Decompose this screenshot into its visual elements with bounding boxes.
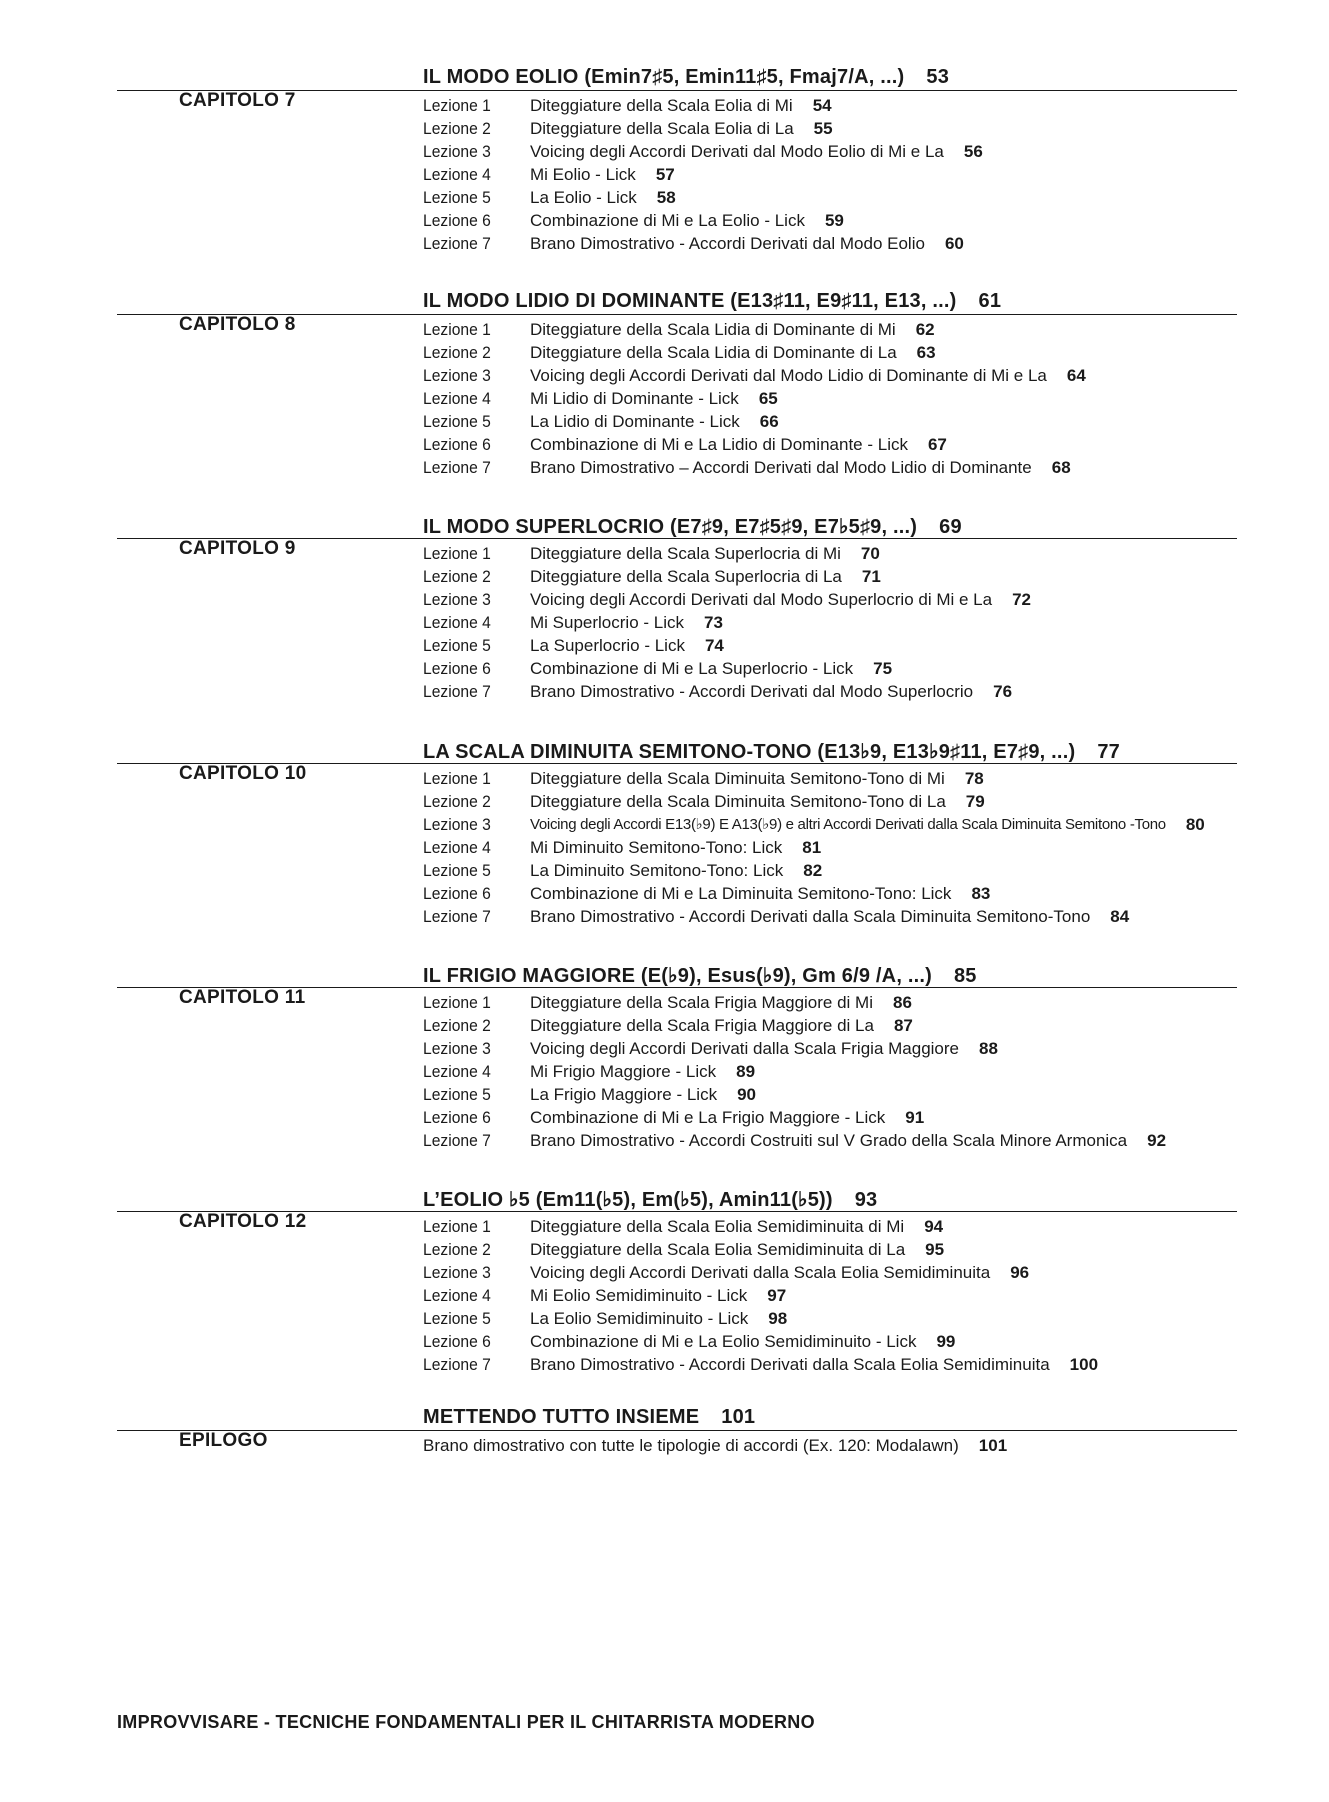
lesson-number: Lezione 7 [423, 234, 491, 253]
lesson-number: Lezione 1 [423, 320, 491, 339]
lesson-title: Diteggiature della Scala Eolia di La [530, 119, 794, 138]
lesson-title: La Eolio Semidiminuito - Lick [530, 1309, 749, 1328]
lesson-number: Lezione 2 [423, 119, 491, 138]
lesson-number: Lezione 5 [423, 1309, 491, 1328]
lesson-number: Lezione 3 [423, 1263, 491, 1282]
lesson-title: Mi Eolio - Lick [530, 165, 636, 184]
lesson-title: La Eolio - Lick [530, 188, 637, 207]
chapter-title: IL MODO SUPERLOCRIO (E7♯9, E7♯5♯9, E7♭5♯9, ...) [423, 516, 918, 538]
chapter-page: 53 [926, 66, 950, 88]
epilogue-entry [423, 1434, 1007, 1457]
chapter-title-row [423, 739, 1120, 764]
lesson-row [423, 387, 1086, 410]
chapter-title: IL MODO EOLIO (Emin7♯5, Emin11♯5, Fmaj7/A, ...) [423, 66, 905, 88]
lesson-page: 94 [924, 1217, 944, 1236]
lesson-page: 75 [873, 659, 893, 678]
lesson-row [423, 341, 1086, 364]
lesson-page: 76 [993, 682, 1013, 701]
lesson-row [423, 680, 1031, 703]
lesson-title: La Frigio Maggiore - Lick [530, 1085, 718, 1104]
lesson-page: 92 [1147, 1131, 1167, 1150]
lesson-page: 95 [925, 1240, 945, 1259]
chapter-label: CAPITOLO 7 [179, 90, 296, 111]
epilogue-title-row [423, 1406, 755, 1429]
chapter-title-row [423, 290, 1001, 313]
lesson-row [423, 1037, 1166, 1060]
chapter-title: IL FRIGIO MAGGIORE (E(♭9), Esus(♭9), Gm 6/9 /A, ...) [423, 965, 932, 987]
lesson-page: 71 [861, 567, 881, 586]
lesson-row [423, 882, 1205, 905]
lesson-title: Diteggiature della Scala Frigia Maggiore di La [530, 1016, 874, 1035]
lesson-title: Mi Eolio Semidiminuito - Lick [530, 1286, 748, 1305]
lesson-list [423, 767, 1205, 928]
lesson-title: Brano Dimostrativo - Accordi Derivati dalla Scala Diminuita Semitono-Tono [530, 907, 1091, 926]
lesson-page: 57 [655, 165, 675, 184]
lesson-row [423, 456, 1086, 479]
lesson-number: Lezione 6 [423, 435, 491, 454]
lesson-title: La Superlocrio - Lick [530, 636, 685, 655]
lesson-page: 99 [936, 1332, 956, 1351]
lesson-number: Lezione 4 [423, 1062, 491, 1081]
lesson-row [423, 1106, 1166, 1129]
chapter-page: 93 [854, 1189, 878, 1211]
lesson-page: 70 [860, 544, 880, 563]
lesson-number: Lezione 1 [423, 96, 491, 115]
lesson-row [423, 1129, 1166, 1152]
lesson-number: Lezione 6 [423, 1108, 491, 1127]
lesson-title: Voicing degli Accordi Derivati dalla Scala Frigia Maggiore [530, 1039, 959, 1058]
lesson-number: Lezione 7 [423, 682, 491, 701]
lesson-page: 98 [768, 1309, 788, 1328]
lesson-row [423, 1261, 1098, 1284]
lesson-page: 96 [1010, 1263, 1030, 1282]
lesson-page: 89 [736, 1062, 756, 1081]
chapter-label: CAPITOLO 8 [179, 314, 296, 335]
lesson-row [423, 433, 1086, 456]
epilogue-page: 101 [721, 1406, 756, 1428]
lesson-number: Lezione 2 [423, 343, 491, 362]
lesson-number: Lezione 2 [423, 1016, 491, 1035]
lesson-row [423, 1060, 1166, 1083]
chapter-title-row [423, 514, 962, 539]
lesson-number: Lezione 2 [423, 567, 491, 586]
lesson-title: Diteggiature della Scala Lidia di Dominante di Mi [530, 320, 896, 339]
chapter-title-row [423, 963, 977, 988]
lesson-number: Lezione 2 [423, 1240, 491, 1259]
lesson-page: 65 [758, 389, 778, 408]
section-rule [117, 1430, 1237, 1431]
chapter-title: L’EOLIO ♭5 (Em11(♭5), Em(♭5), Amin11(♭5)) [423, 1189, 833, 1211]
lesson-row [423, 813, 1205, 836]
lesson-row [423, 117, 983, 140]
chapter-title: LA SCALA DIMINUITA SEMITONO-TONO (E13♭9, E13♭9♯11, E7♯9, ...) [423, 741, 1076, 763]
lesson-title: Voicing degli Accordi Derivati dalla Scala Eolia Semidiminuita [530, 1263, 991, 1282]
lesson-number: Lezione 6 [423, 884, 491, 903]
lesson-row [423, 410, 1086, 433]
lesson-number: Lezione 6 [423, 1332, 491, 1351]
lesson-row [423, 542, 1031, 565]
lesson-title: Mi Diminuito Semitono-Tono: Lick [530, 838, 783, 857]
lesson-number: Lezione 5 [423, 412, 491, 431]
lesson-page: 78 [964, 769, 984, 788]
lesson-row [423, 186, 983, 209]
lesson-row [423, 1215, 1098, 1238]
lesson-number: Lezione 1 [423, 993, 491, 1012]
lesson-row [423, 767, 1205, 790]
lesson-row [423, 318, 1086, 341]
lesson-title: Voicing degli Accordi E13(♭9) E A13(♭9) e altri Accordi Derivati dalla Scala Diminuita Semitono -Tono [530, 816, 1166, 833]
lesson-row [423, 611, 1031, 634]
lesson-row [423, 209, 983, 232]
lesson-page: 88 [979, 1039, 998, 1058]
lesson-number: Lezione 4 [423, 838, 491, 857]
chapter-title-row [423, 1187, 877, 1212]
chapter-label: CAPITOLO 12 [179, 1211, 307, 1232]
lesson-page: 62 [915, 320, 935, 339]
lesson-row [423, 232, 983, 255]
lesson-title: Brano Dimostrativo – Accordi Derivati dal Modo Lidio di Dominante [530, 458, 1032, 477]
lesson-number: Lezione 1 [423, 769, 491, 788]
lesson-list [423, 542, 1031, 703]
lesson-page: 59 [824, 211, 844, 230]
chapter-page: 61 [978, 290, 1002, 312]
lesson-number: Lezione 4 [423, 613, 491, 632]
lesson-title: Mi Lidio di Dominante - Lick [530, 389, 739, 408]
lesson-title: Combinazione di Mi e La Eolio - Lick [530, 211, 805, 230]
lesson-title: Combinazione di Mi e La Eolio Semidiminuito - Lick [530, 1332, 917, 1351]
book-title-footer: IMPROVVISARE - TECNICHE FONDAMENTALI PER IL CHITARRISTA MODERNO [117, 1712, 815, 1732]
lesson-page: 64 [1066, 366, 1086, 385]
lesson-row [423, 1083, 1166, 1106]
lesson-row [423, 1307, 1098, 1330]
lesson-page: 72 [1012, 590, 1031, 609]
lesson-row [423, 991, 1166, 1014]
lesson-number: Lezione 4 [423, 1286, 491, 1305]
lesson-row [423, 657, 1031, 680]
lesson-title: Mi Superlocrio - Lick [530, 613, 684, 632]
lesson-number: Lezione 1 [423, 544, 491, 563]
lesson-row [423, 790, 1205, 813]
chapter-page: 77 [1097, 741, 1120, 763]
lesson-page: 56 [963, 142, 983, 161]
lesson-page: 74 [704, 636, 724, 655]
lesson-number: Lezione 7 [423, 1131, 491, 1150]
lesson-row [423, 1014, 1166, 1037]
lesson-page: 87 [893, 1016, 913, 1035]
lesson-title: Voicing degli Accordi Derivati dal Modo Lidio di Dominante di Mi e La [530, 366, 1047, 385]
lesson-title: Diteggiature della Scala Superlocria di La [530, 567, 842, 586]
lesson-page: 68 [1051, 458, 1071, 477]
epilogue-entries [423, 1434, 1007, 1457]
lesson-title: Diteggiature della Scala Diminuita Semitono-Tono di Mi [530, 769, 945, 788]
lesson-row [423, 364, 1086, 387]
lesson-page: 97 [767, 1286, 787, 1305]
lesson-row [423, 94, 983, 117]
lesson-title: Diteggiature della Scala Diminuita Semitono-Tono di La [530, 792, 946, 811]
lesson-row [423, 1330, 1098, 1353]
lesson-title: Voicing degli Accordi Derivati dal Modo Eolio di Mi e La [530, 142, 944, 161]
lesson-page: 67 [927, 435, 947, 454]
lesson-title: Diteggiature della Scala Lidia di Dominante di La [530, 343, 897, 362]
lesson-row [423, 634, 1031, 657]
lesson-title: Brano Dimostrativo - Accordi Derivati dal Modo Superlocrio [530, 682, 974, 701]
epilogue-entry-page: 101 [978, 1436, 1008, 1455]
lesson-page: 91 [905, 1108, 925, 1127]
lesson-title: Voicing degli Accordi Derivati dal Modo Superlocrio di Mi e La [530, 590, 993, 609]
lesson-page: 60 [944, 234, 964, 253]
chapter-title: IL MODO LIDIO DI DOMINANTE (E13♯11, E9♯11, E13, ...) [423, 290, 957, 312]
chapter-label: CAPITOLO 10 [179, 763, 307, 784]
lesson-number: Lezione 3 [423, 815, 491, 834]
lesson-page: 63 [916, 343, 936, 362]
lesson-title: La Diminuito Semitono-Tono: Lick [530, 861, 784, 880]
lesson-number: Lezione 7 [423, 1355, 491, 1374]
lesson-page: 81 [802, 838, 822, 857]
lesson-title: Brano Dimostrativo - Accordi Derivati dalla Scala Eolia Semidiminuita [530, 1355, 1050, 1374]
lesson-title: Diteggiature della Scala Superlocria di Mi [530, 544, 841, 563]
lesson-title: La Lidio di Dominante - Lick [530, 412, 740, 431]
lesson-number: Lezione 5 [423, 636, 491, 655]
lesson-number: Lezione 5 [423, 1085, 491, 1104]
lesson-number: Lezione 5 [423, 188, 491, 207]
lesson-title: Mi Frigio Maggiore - Lick [530, 1062, 717, 1081]
lesson-number: Lezione 4 [423, 389, 491, 408]
lesson-title: Combinazione di Mi e La Diminuita Semitono-Tono: Lick [530, 884, 952, 903]
lesson-page: 66 [759, 412, 779, 431]
lesson-number: Lezione 3 [423, 1039, 491, 1058]
lesson-page: 82 [803, 861, 823, 880]
lesson-page: 84 [1110, 907, 1130, 926]
lesson-title: Combinazione di Mi e La Frigio Maggiore - Lick [530, 1108, 886, 1127]
lesson-page: 83 [971, 884, 991, 903]
epilogue-label: EPILOGO [179, 1430, 268, 1451]
lesson-title: Diteggiature della Scala Eolia Semidiminuita di La [530, 1240, 906, 1259]
chapter-page: 69 [939, 516, 962, 538]
lesson-number: Lezione 3 [423, 366, 491, 385]
lesson-list [423, 94, 983, 255]
lesson-list [423, 1215, 1098, 1376]
lesson-row [423, 163, 983, 186]
lesson-row [423, 859, 1205, 882]
lesson-list [423, 318, 1086, 479]
lesson-title: Combinazione di Mi e La Superlocrio - Lick [530, 659, 854, 678]
lesson-title: Brano Dimostrativo - Accordi Derivati dal Modo Eolio [530, 234, 925, 253]
lesson-number: Lezione 5 [423, 861, 491, 880]
lesson-page: 73 [704, 613, 723, 632]
lesson-title: Brano Dimostrativo - Accordi Costruiti sul V Grado della Scala Minore Armonica [530, 1131, 1128, 1150]
chapter-label: CAPITOLO 9 [179, 538, 296, 559]
lesson-row [423, 1284, 1098, 1307]
lesson-row [423, 836, 1205, 859]
lesson-list [423, 991, 1166, 1152]
lesson-title: Diteggiature della Scala Frigia Maggiore di Mi [530, 993, 873, 1012]
lesson-number: Lezione 7 [423, 458, 491, 477]
lesson-row [423, 565, 1031, 588]
lesson-page: 100 [1069, 1355, 1099, 1374]
lesson-title: Combinazione di Mi e La Lidio di Dominante - Lick [530, 435, 908, 454]
lesson-page: 58 [656, 188, 676, 207]
chapter-label: CAPITOLO 11 [179, 987, 306, 1008]
lesson-number: Lezione 6 [423, 659, 491, 678]
chapter-page: 85 [953, 965, 977, 987]
epilogue-entry-text: Brano dimostrativo con tutte le tipologie di accordi (Ex. 120: Modalawn) [423, 1436, 959, 1455]
chapter-title-row [423, 66, 949, 89]
lesson-row [423, 1238, 1098, 1261]
lesson-page: 79 [965, 792, 985, 811]
lesson-title: Diteggiature della Scala Eolia Semidiminuita di Mi [530, 1217, 905, 1236]
lesson-number: Lezione 3 [423, 142, 491, 161]
lesson-number: Lezione 7 [423, 907, 491, 926]
lesson-row [423, 905, 1205, 928]
lesson-page: 90 [737, 1085, 756, 1104]
epilogue-title: METTENDO TUTTO INSIEME [423, 1406, 700, 1428]
lesson-page: 80 [1185, 815, 1205, 834]
lesson-row [423, 140, 983, 163]
lesson-title: Diteggiature della Scala Eolia di Mi [530, 96, 793, 115]
lesson-number: Lezione 4 [423, 165, 491, 184]
lesson-number: Lezione 6 [423, 211, 491, 230]
lesson-number: Lezione 1 [423, 1217, 491, 1236]
lesson-page: 54 [812, 96, 832, 115]
lesson-number: Lezione 2 [423, 792, 491, 811]
lesson-row [423, 588, 1031, 611]
lesson-page: 55 [813, 119, 833, 138]
lesson-page: 86 [893, 993, 912, 1012]
lesson-row [423, 1353, 1098, 1376]
lesson-number: Lezione 3 [423, 590, 491, 609]
